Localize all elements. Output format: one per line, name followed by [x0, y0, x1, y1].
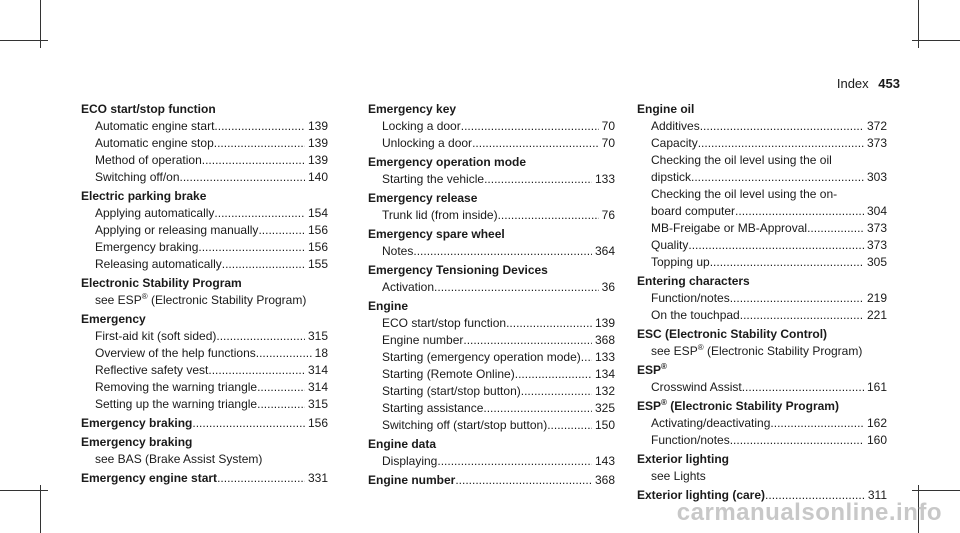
leader-dots: [256, 345, 312, 362]
index-heading[interactable]: [368, 472, 615, 489]
index-heading[interactable]: [368, 436, 615, 453]
index-heading[interactable]: [637, 398, 887, 415]
subentry-text: Checking the oil level using the oil: [651, 153, 832, 167]
subentry-text: Setting up the warning triangle: [95, 397, 258, 411]
index-heading[interactable]: [637, 326, 887, 343]
subentry-text: Starting assistance: [382, 401, 484, 415]
page-ref: 314: [307, 380, 328, 394]
subentry-text: Switching off/on: [95, 170, 180, 184]
heading-text-part: ESP: [637, 399, 662, 413]
leader-dots: [691, 169, 864, 186]
index-heading-text: Electric parking brake: [81, 189, 207, 203]
index-heading-text: ESC (Electronic Stability Control): [637, 327, 828, 341]
index-heading-text: Exterior lighting (care): [637, 488, 766, 502]
page-ref: 373: [866, 238, 887, 252]
leader-dots: [483, 400, 592, 417]
index-entry: [81, 415, 328, 432]
registered-mark: ®: [661, 398, 667, 407]
subentry-text: Activating/deactivating: [651, 416, 771, 430]
subentry-text: MB-Freigabe or MB-Approval: [651, 221, 808, 235]
index-entry: [637, 101, 887, 271]
leader-dots: [742, 379, 864, 396]
watermark: carmanualsonline.info: [676, 499, 942, 526]
index-heading[interactable]: [81, 470, 328, 487]
index-heading[interactable]: [81, 101, 328, 118]
index-subentry-continued[interactable]: [637, 169, 887, 186]
leader-dots: [202, 152, 305, 169]
subentry-text: Activation: [382, 280, 435, 294]
subentry-text: board computer: [651, 204, 736, 218]
index-heading-text: [637, 398, 839, 415]
page-ref: 139: [307, 153, 328, 167]
page-ref: 314: [307, 363, 328, 377]
subentry-text: Starting (Remote Online): [382, 367, 515, 381]
page-ref: 156: [307, 223, 328, 237]
leader-dots: [180, 169, 305, 186]
index-entry: [81, 101, 328, 186]
index-heading[interactable]: [637, 362, 887, 379]
index-subentry[interactable]: [368, 171, 615, 188]
leader-dots: [214, 135, 305, 152]
index-entry: [368, 436, 615, 470]
registered-mark: ®: [661, 362, 667, 371]
index-subentry[interactable]: [637, 135, 887, 152]
heading-text-part: ESP: [637, 363, 662, 377]
leader-dots: [547, 417, 592, 434]
page-ref: 311: [867, 488, 887, 502]
index-subentry[interactable]: [637, 415, 887, 432]
index-heading-text: Emergency braking: [81, 416, 193, 430]
index-heading-text: Electronic Stability Program: [81, 276, 242, 290]
index-entry: [368, 262, 615, 296]
index-entry: [81, 275, 328, 309]
page-ref: 315: [307, 397, 328, 411]
xref-text: see ESP: [95, 293, 142, 307]
leader-dots: [807, 220, 864, 237]
index-subentry[interactable]: [637, 186, 887, 203]
index-entry: [637, 451, 887, 485]
leader-dots: [214, 118, 305, 135]
page-ref: 156: [307, 240, 328, 254]
xref-text: (Electronic Stability Program): [703, 344, 863, 358]
index-heading-text: Emergency: [81, 312, 146, 326]
index-heading-text: Emergency key: [368, 102, 457, 116]
index-entry: [637, 398, 887, 449]
subentry-text: Trunk lid (from inside): [382, 208, 498, 222]
page-ref: 368: [594, 333, 615, 347]
page-ref: 160: [866, 433, 887, 447]
page-ref: 36: [601, 280, 615, 294]
index-heading[interactable]: [368, 190, 615, 207]
leader-dots: [198, 239, 305, 256]
index-heading-text: Engine number: [368, 473, 456, 487]
index-subentry[interactable]: [81, 379, 328, 396]
xref-text: (Electronic Stability Program): [147, 293, 307, 307]
cross-reference[interactable]: [637, 468, 887, 485]
index-heading-text: Exterior lighting: [637, 452, 730, 466]
leader-dots: [208, 362, 305, 379]
index-heading[interactable]: [368, 298, 615, 315]
registered-mark: ®: [697, 343, 704, 352]
subentry-text: Capacity: [651, 136, 698, 150]
page-ref: 315: [307, 329, 328, 343]
page-ref: 140: [307, 170, 328, 184]
subentry-text: Starting the vehicle: [382, 172, 485, 186]
page-ref: 305: [866, 255, 887, 269]
leader-dots: [455, 472, 592, 489]
index-subentry[interactable]: [368, 383, 615, 400]
subentry-text: Topping up: [651, 255, 710, 269]
index-entry: [81, 470, 328, 487]
leader-dots: [498, 207, 599, 224]
page-ref: 70: [601, 119, 615, 133]
index-column-1: [81, 101, 328, 489]
index-heading-text: Emergency braking: [81, 435, 193, 449]
subentry-text: Starting (start/stop button): [382, 384, 521, 398]
leader-dots: [257, 379, 305, 396]
index-subentry[interactable]: [368, 315, 615, 332]
leader-dots: [257, 396, 305, 413]
leader-dots: [472, 135, 599, 152]
index-subentry[interactable]: [81, 256, 328, 273]
index-subentry[interactable]: [368, 207, 615, 224]
index-heading[interactable]: [81, 415, 328, 432]
index-column-3: [637, 101, 887, 506]
subentry-text: Locking a door: [382, 119, 461, 133]
leader-dots: [437, 453, 592, 470]
crop-mark: [912, 490, 960, 491]
page-ref: 372: [866, 119, 887, 133]
page-ref: 134: [594, 367, 615, 381]
subentry-text: Emergency braking: [95, 240, 199, 254]
page-ref: 139: [307, 119, 328, 133]
crop-mark: [0, 490, 48, 491]
subentry-text: Applying or releasing manually: [95, 223, 259, 237]
index-heading-text: Engine data: [368, 437, 437, 451]
page-ref: 143: [594, 454, 615, 468]
leader-dots: [434, 279, 599, 296]
index-heading[interactable]: [368, 226, 615, 243]
index-subentry[interactable]: [81, 222, 328, 239]
heading-text-part: (Electronic Stability Program): [666, 399, 839, 413]
leader-dots: [258, 222, 305, 239]
subentry-text: Automatic engine start: [95, 119, 215, 133]
page-ref: 133: [594, 172, 615, 186]
index-heading-text: Emergency engine start: [81, 471, 218, 485]
crop-mark: [0, 40, 48, 41]
index-entry: [637, 273, 887, 324]
subentry-text: Unlocking a door: [382, 136, 473, 150]
index-subentry[interactable]: [81, 362, 328, 379]
index-subentry[interactable]: [81, 152, 328, 169]
index-heading[interactable]: [637, 273, 887, 290]
page-ref: 139: [594, 316, 615, 330]
leader-dots: [216, 328, 305, 345]
index-heading[interactable]: [81, 434, 328, 451]
subentry-text: Function/notes: [651, 291, 730, 305]
page-ref: 156: [307, 416, 328, 430]
index-heading[interactable]: [637, 101, 887, 118]
index-heading-text: Emergency release: [368, 191, 478, 205]
leader-dots: [217, 470, 305, 487]
subentry-text: Removing the warning triangle: [95, 380, 258, 394]
subentry-text: Applying automatically: [95, 206, 215, 220]
index-subentry[interactable]: [368, 400, 615, 417]
index-heading[interactable]: [637, 451, 887, 468]
leader-dots: [688, 237, 864, 254]
index-entry: [368, 472, 615, 489]
page-ref: 303: [866, 170, 887, 184]
subentry-text: dipstick: [651, 170, 692, 184]
subentry-text: Additives: [651, 119, 700, 133]
index-entry: [81, 188, 328, 273]
index-subentry[interactable]: [637, 432, 887, 449]
cross-reference[interactable]: [81, 292, 328, 309]
subentry-text: On the touchpad: [651, 308, 740, 322]
page-section-label: Index: [836, 76, 869, 91]
index-subentry[interactable]: [637, 290, 887, 307]
index-entry: [81, 434, 328, 468]
page-ref: 304: [866, 204, 887, 218]
cross-reference[interactable]: [637, 343, 887, 360]
index-heading[interactable]: [81, 275, 328, 292]
leader-dots: [730, 432, 864, 449]
index-subentry[interactable]: [81, 239, 328, 256]
page-ref: 70: [601, 136, 615, 150]
subentry-text: Starting (emergency operation mode): [382, 350, 581, 364]
leader-dots: [770, 415, 864, 432]
page-ref: 132: [594, 384, 615, 398]
crop-mark: [912, 40, 960, 41]
index-subentry[interactable]: [368, 243, 615, 260]
index-heading[interactable]: [81, 311, 328, 328]
index-subentry[interactable]: [637, 220, 887, 237]
index-subentry[interactable]: [637, 118, 887, 135]
page-ref: 161: [866, 380, 887, 394]
page-ref: 373: [866, 221, 887, 235]
leader-dots: [192, 415, 305, 432]
leader-dots: [730, 290, 864, 307]
index-subentry[interactable]: [368, 453, 615, 470]
index-subentry[interactable]: [81, 345, 328, 362]
leader-dots: [461, 118, 599, 135]
page-ref: 219: [866, 291, 887, 305]
subentry-text: Notes: [382, 244, 414, 258]
page-ref: 18: [314, 346, 328, 360]
index-subentry[interactable]: [81, 135, 328, 152]
page-ref: 368: [594, 473, 615, 487]
index-subentry[interactable]: [368, 366, 615, 383]
page-ref: 133: [594, 350, 615, 364]
page-ref: 221: [866, 308, 887, 322]
subentry-text: Switching off (start/stop button): [382, 418, 548, 432]
page-number: 453: [878, 76, 900, 91]
index-entry: [368, 190, 615, 224]
subentry-text: Quality: [651, 238, 689, 252]
index-subentry[interactable]: [368, 417, 615, 434]
index-subentry[interactable]: [637, 254, 887, 271]
leader-dots: [521, 383, 592, 400]
page-ref: 150: [594, 418, 615, 432]
page-ref: 331: [307, 471, 328, 485]
subentry-text: Crosswind Assist: [651, 380, 742, 394]
crop-mark: [40, 485, 41, 533]
index-entry: [81, 311, 328, 413]
index-subentry[interactable]: [81, 118, 328, 135]
leader-dots: [700, 118, 864, 135]
leader-dots: [710, 254, 864, 271]
subentry-text: Engine number: [382, 333, 464, 347]
subentry-text: Method of operation: [95, 153, 202, 167]
page-header: [837, 76, 900, 91]
index-subentry-continued[interactable]: [637, 203, 887, 220]
leader-dots: [698, 135, 864, 152]
leader-dots: [463, 332, 592, 349]
leader-dots: [735, 203, 864, 220]
index-heading[interactable]: [81, 188, 328, 205]
index-entry: [368, 226, 615, 260]
index-subentry[interactable]: [81, 396, 328, 413]
index-heading-text: Emergency Tensioning Devices: [368, 263, 548, 277]
index-subentry[interactable]: [637, 379, 887, 396]
xref-text: see BAS (Brake Assist System): [95, 452, 263, 466]
xref-text: see ESP: [651, 344, 698, 358]
leader-dots: [740, 307, 864, 324]
page-ref: 162: [866, 416, 887, 430]
xref-text: see Lights: [651, 469, 706, 483]
index-heading-text: Engine oil: [637, 102, 695, 116]
subentry-text: ECO start/stop function: [382, 316, 507, 330]
index-heading-text: ECO start/stop function: [81, 102, 216, 116]
index-subentry[interactable]: [368, 135, 615, 152]
index-subentry[interactable]: [637, 307, 887, 324]
index-heading-text: [637, 362, 667, 379]
subentry-text: Function/notes: [651, 433, 730, 447]
page-ref: 155: [307, 257, 328, 271]
registered-mark: ®: [141, 292, 148, 301]
leader-dots: [581, 349, 592, 366]
leader-dots: [413, 243, 592, 260]
index-column-2: [368, 101, 615, 491]
index-heading-text: Emergency operation mode: [368, 155, 527, 169]
index-subentry[interactable]: [637, 152, 887, 169]
subentry-text: Checking the oil level using the on-: [651, 187, 838, 201]
index-entry: [637, 326, 887, 360]
subentry-text: Reflective safety vest: [95, 363, 209, 377]
page-ref: 364: [594, 244, 615, 258]
index-subentry[interactable]: [81, 205, 328, 222]
index-heading[interactable]: [368, 262, 615, 279]
index-subentry[interactable]: [368, 279, 615, 296]
index-heading[interactable]: [368, 101, 615, 118]
index-subentry[interactable]: [368, 332, 615, 349]
index-heading-text: Entering characters: [637, 274, 750, 288]
leader-dots: [484, 171, 592, 188]
page-ref: 76: [601, 208, 615, 222]
index-subentry[interactable]: [368, 349, 615, 366]
page-ref: 154: [307, 206, 328, 220]
page-ref: 325: [594, 401, 615, 415]
index-subentry[interactable]: [637, 237, 887, 254]
leader-dots: [214, 205, 305, 222]
subentry-text: Releasing automatically: [95, 257, 222, 271]
subentry-text: Overview of the help functions: [95, 346, 256, 360]
index-entry: [368, 298, 615, 434]
index-subentry[interactable]: [368, 118, 615, 135]
index-subentry[interactable]: [81, 169, 328, 186]
index-entry: [637, 362, 887, 396]
leader-dots: [506, 315, 592, 332]
index-entry: [368, 154, 615, 188]
cross-reference[interactable]: [81, 451, 328, 468]
leader-dots: [515, 366, 592, 383]
subentry-text: First-aid kit (soft sided): [95, 329, 217, 343]
subentry-text: Automatic engine stop: [95, 136, 214, 150]
index-entry: [368, 101, 615, 152]
index-heading-text: Engine: [368, 299, 409, 313]
page-ref: 139: [307, 136, 328, 150]
index-heading[interactable]: [368, 154, 615, 171]
leader-dots: [222, 256, 305, 273]
page-ref: 373: [866, 136, 887, 150]
index-heading-text: Emergency spare wheel: [368, 227, 505, 241]
subentry-text: Displaying: [382, 454, 438, 468]
index-subentry[interactable]: [81, 328, 328, 345]
